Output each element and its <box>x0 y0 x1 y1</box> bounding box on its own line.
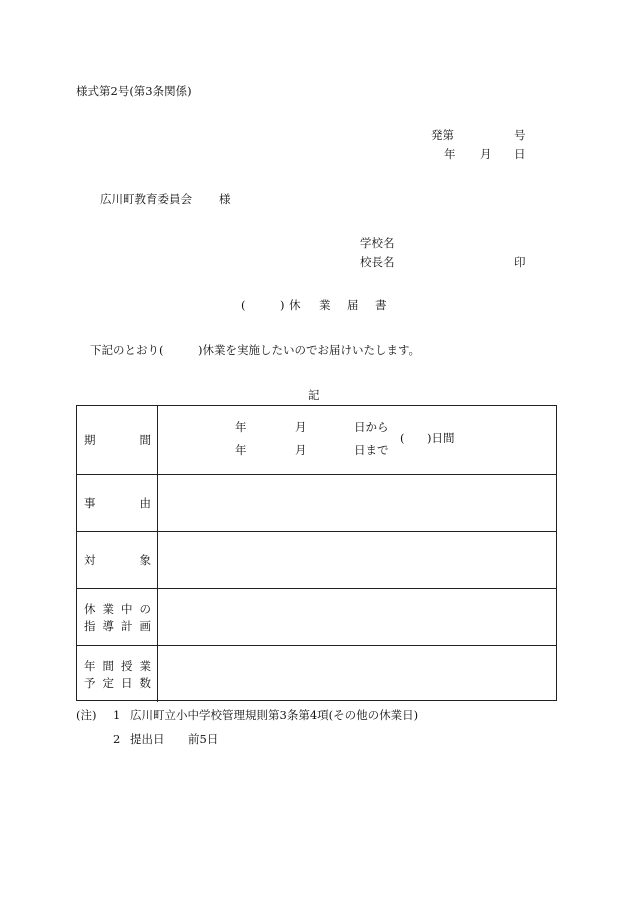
table-row-reason <box>77 474 556 532</box>
form-number: 様式第2号(第3条関係) <box>76 84 192 98</box>
days-count-label: )日間 <box>427 431 455 445</box>
title-char: 業 <box>319 298 331 312</box>
note-number: 1 <box>113 708 121 722</box>
table-row-guidance-plan <box>77 588 556 646</box>
addressee-honorific: 様 <box>219 192 231 206</box>
form-table <box>76 405 557 701</box>
notes-prefix: (注) <box>76 708 97 722</box>
note-number: 2 <box>113 732 121 746</box>
table-row-target <box>77 531 556 589</box>
school-name-label: 学校名 <box>360 236 395 250</box>
table-row-annual-days <box>77 645 556 702</box>
note-text: 広川町立小中学校管理規則第3条第4項(その他の休業日) <box>130 708 419 722</box>
row-label-annual-line1: 年 間 授 業 <box>84 659 151 673</box>
title-paren: ( ) <box>241 298 285 312</box>
note-label: 提出日 <box>130 732 165 746</box>
period-to-year: 年 <box>235 443 247 457</box>
days-paren-open: ( <box>400 431 405 445</box>
note-value: 前5日 <box>188 732 219 746</box>
date-year: 年 <box>444 147 456 161</box>
date-month: 月 <box>480 147 492 161</box>
label-cell <box>77 406 158 474</box>
issue-number-suffix: 号 <box>514 128 526 142</box>
label-cell <box>77 532 158 589</box>
ki-heading: 記 <box>308 388 320 402</box>
principal-name-label: 校長名 <box>360 255 395 269</box>
period-from-month: 月 <box>295 420 307 434</box>
row-label-guidance-line2: 指 導 計 画 <box>84 619 151 633</box>
seal-mark: 印 <box>514 255 526 269</box>
row-label-target: 対 象 <box>84 553 151 567</box>
body-text: 下記のとおり( )休業を実施したいのでお届けいたします。 <box>90 343 421 357</box>
period-from-day: 日から <box>354 420 389 434</box>
period-from-year: 年 <box>235 420 247 434</box>
issue-number-prefix: 発第 <box>431 128 454 142</box>
row-label-reason: 事 由 <box>84 496 151 510</box>
title-char: 書 <box>375 298 387 312</box>
row-label-period: 期 間 <box>84 433 151 447</box>
period-to-month: 月 <box>295 443 307 457</box>
date-day: 日 <box>514 147 526 161</box>
row-label-guidance-line1: 休 業 中 の <box>84 602 151 616</box>
addressee-name: 広川町教育委員会 <box>100 192 192 206</box>
table-row-period <box>77 406 556 474</box>
label-cell <box>77 475 158 532</box>
period-to-day: 日まで <box>354 443 389 457</box>
title-char: 休 <box>289 298 301 312</box>
title-char: 届 <box>347 298 359 312</box>
label-cell <box>77 589 158 646</box>
row-label-annual-line2: 予 定 日 数 <box>84 676 151 690</box>
label-cell <box>77 646 158 702</box>
